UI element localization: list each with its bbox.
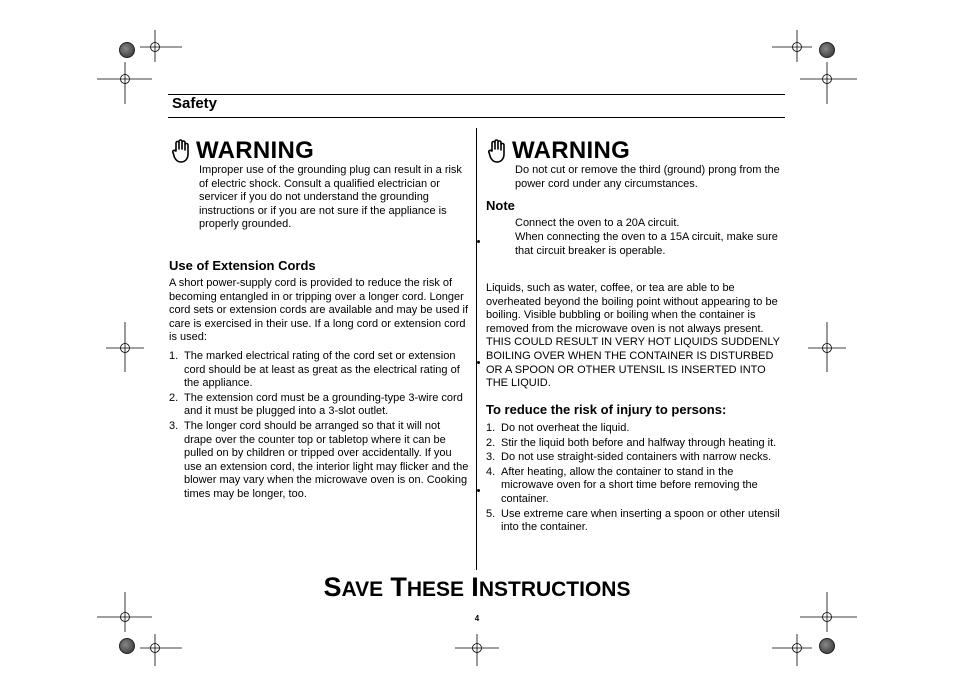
list-number: 2. xyxy=(486,436,496,449)
list-text: Use extreme care when inserting a spoon or other utensil into the container. xyxy=(501,507,780,534)
list-number: 1. xyxy=(169,350,179,362)
list-item xyxy=(486,437,786,451)
list-text: The marked electrical rating of the cord set or extension cord should be at least as great as the electrical rating of the appliance. xyxy=(184,350,460,390)
liquids-warning-text: Liquids, such as water, coffee, or tea are able to be overheated beyond the boiling point without appearing to be boiling. Visible bubbling or boiling when the container is removed from the microwave oven is not always present. THIS COULD RESULT IN VERY HOT LIQUIDS SUDDENLY BOILING OVER WHEN THE CONTAINER IS DISTURBED OR A SPOON OR OTHER UTENSIL IS INSERTED INTO THE LIQUID. xyxy=(486,282,780,390)
list-number: 2. xyxy=(169,391,179,404)
list-number: 1. xyxy=(486,422,496,434)
bullet-dot xyxy=(477,361,480,364)
extension-cords-intro: A short power-supply cord is provided to reduce the risk of becoming entangled in or tripping over a longer cord. Longer cord sets or extension cords are available and may be used if care is exercised in their use. If a long cord or extension cord is used: xyxy=(169,277,468,344)
title-cap: I xyxy=(471,572,479,602)
right-warning-title: WARNING xyxy=(512,137,631,164)
list-text: Stir the liquid both before and halfway through heating it. xyxy=(501,436,777,449)
title-cap: T xyxy=(390,572,407,602)
left-warning-header xyxy=(172,137,314,165)
list-item xyxy=(169,392,469,419)
list-number: 3. xyxy=(486,451,496,464)
list-text: Do not use straight-sided containers with narrow necks. xyxy=(501,451,772,464)
list-item xyxy=(486,422,786,436)
reduce-risk-list xyxy=(486,422,786,536)
list-item xyxy=(486,508,786,535)
list-text: After heating, allow the container to stand in the microwave oven for a short time before removing the container. xyxy=(501,465,758,505)
hand-stop-icon xyxy=(488,139,506,163)
list-item xyxy=(169,350,469,391)
header-bottom-rule xyxy=(168,117,785,118)
list-text: Do not overheat the liquid. xyxy=(501,422,630,434)
extension-cords-heading: Use of Extension Cords xyxy=(169,258,316,273)
section-title: Safety xyxy=(172,95,218,112)
title-cap: S xyxy=(323,572,342,602)
title-word xyxy=(390,572,464,602)
column-divider xyxy=(476,128,477,570)
list-item xyxy=(486,466,786,507)
left-warning-title: WARNING xyxy=(196,137,315,164)
header-top-rule xyxy=(168,94,785,95)
title-rest: HESE xyxy=(406,578,465,601)
list-number: 3. xyxy=(169,419,179,432)
note-line-1: Connect the oven to a 20A circuit. xyxy=(515,217,680,229)
right-warning-text: Do not cut or remove the third (ground) prong from the power cord under any circumstances. xyxy=(515,164,780,190)
title-rest: NSTRUCTIONS xyxy=(478,578,631,601)
list-number: 5. xyxy=(486,507,496,520)
list-text: The extension cord must be a grounding-type 3-wire cord and it must be plugged into a 3-slot outlet. xyxy=(184,391,463,418)
right-warning-header xyxy=(488,137,630,165)
bullet-dot xyxy=(477,489,480,492)
list-number: 4. xyxy=(486,465,496,478)
note-heading: Note xyxy=(486,198,515,213)
title-word xyxy=(324,572,384,602)
title-word xyxy=(471,572,630,602)
reduce-risk-heading: To reduce the risk of injury to persons: xyxy=(486,402,727,417)
bullet-dot xyxy=(477,240,480,243)
hand-stop-icon xyxy=(172,139,190,163)
list-item xyxy=(169,420,469,502)
list-item xyxy=(486,451,786,465)
title-rest: AVE xyxy=(341,578,384,601)
note-line-2: When connecting the oven to a 15A circuit, make sure that circuit breaker is operable. xyxy=(515,231,778,257)
left-warning-text: Improper use of the grounding plug can result in a risk of electric shock. Consult a qualified electrician or servicer if you do not understand the grounding instructions or if you are not sure if the appliance is properly grounded. xyxy=(199,164,462,231)
list-text: The longer cord should be arranged so that it will not drape over the counter top or tabletop where it can be pulled on by children or tripped over accidentally. If you use an extension cord, the interior light may flicker and the blower may vary when the microwave oven is on. Cooking times may be longer, too. xyxy=(184,419,469,500)
save-instructions-title xyxy=(0,572,954,603)
page-number: 4 xyxy=(474,614,480,623)
extension-cords-list xyxy=(169,350,469,503)
